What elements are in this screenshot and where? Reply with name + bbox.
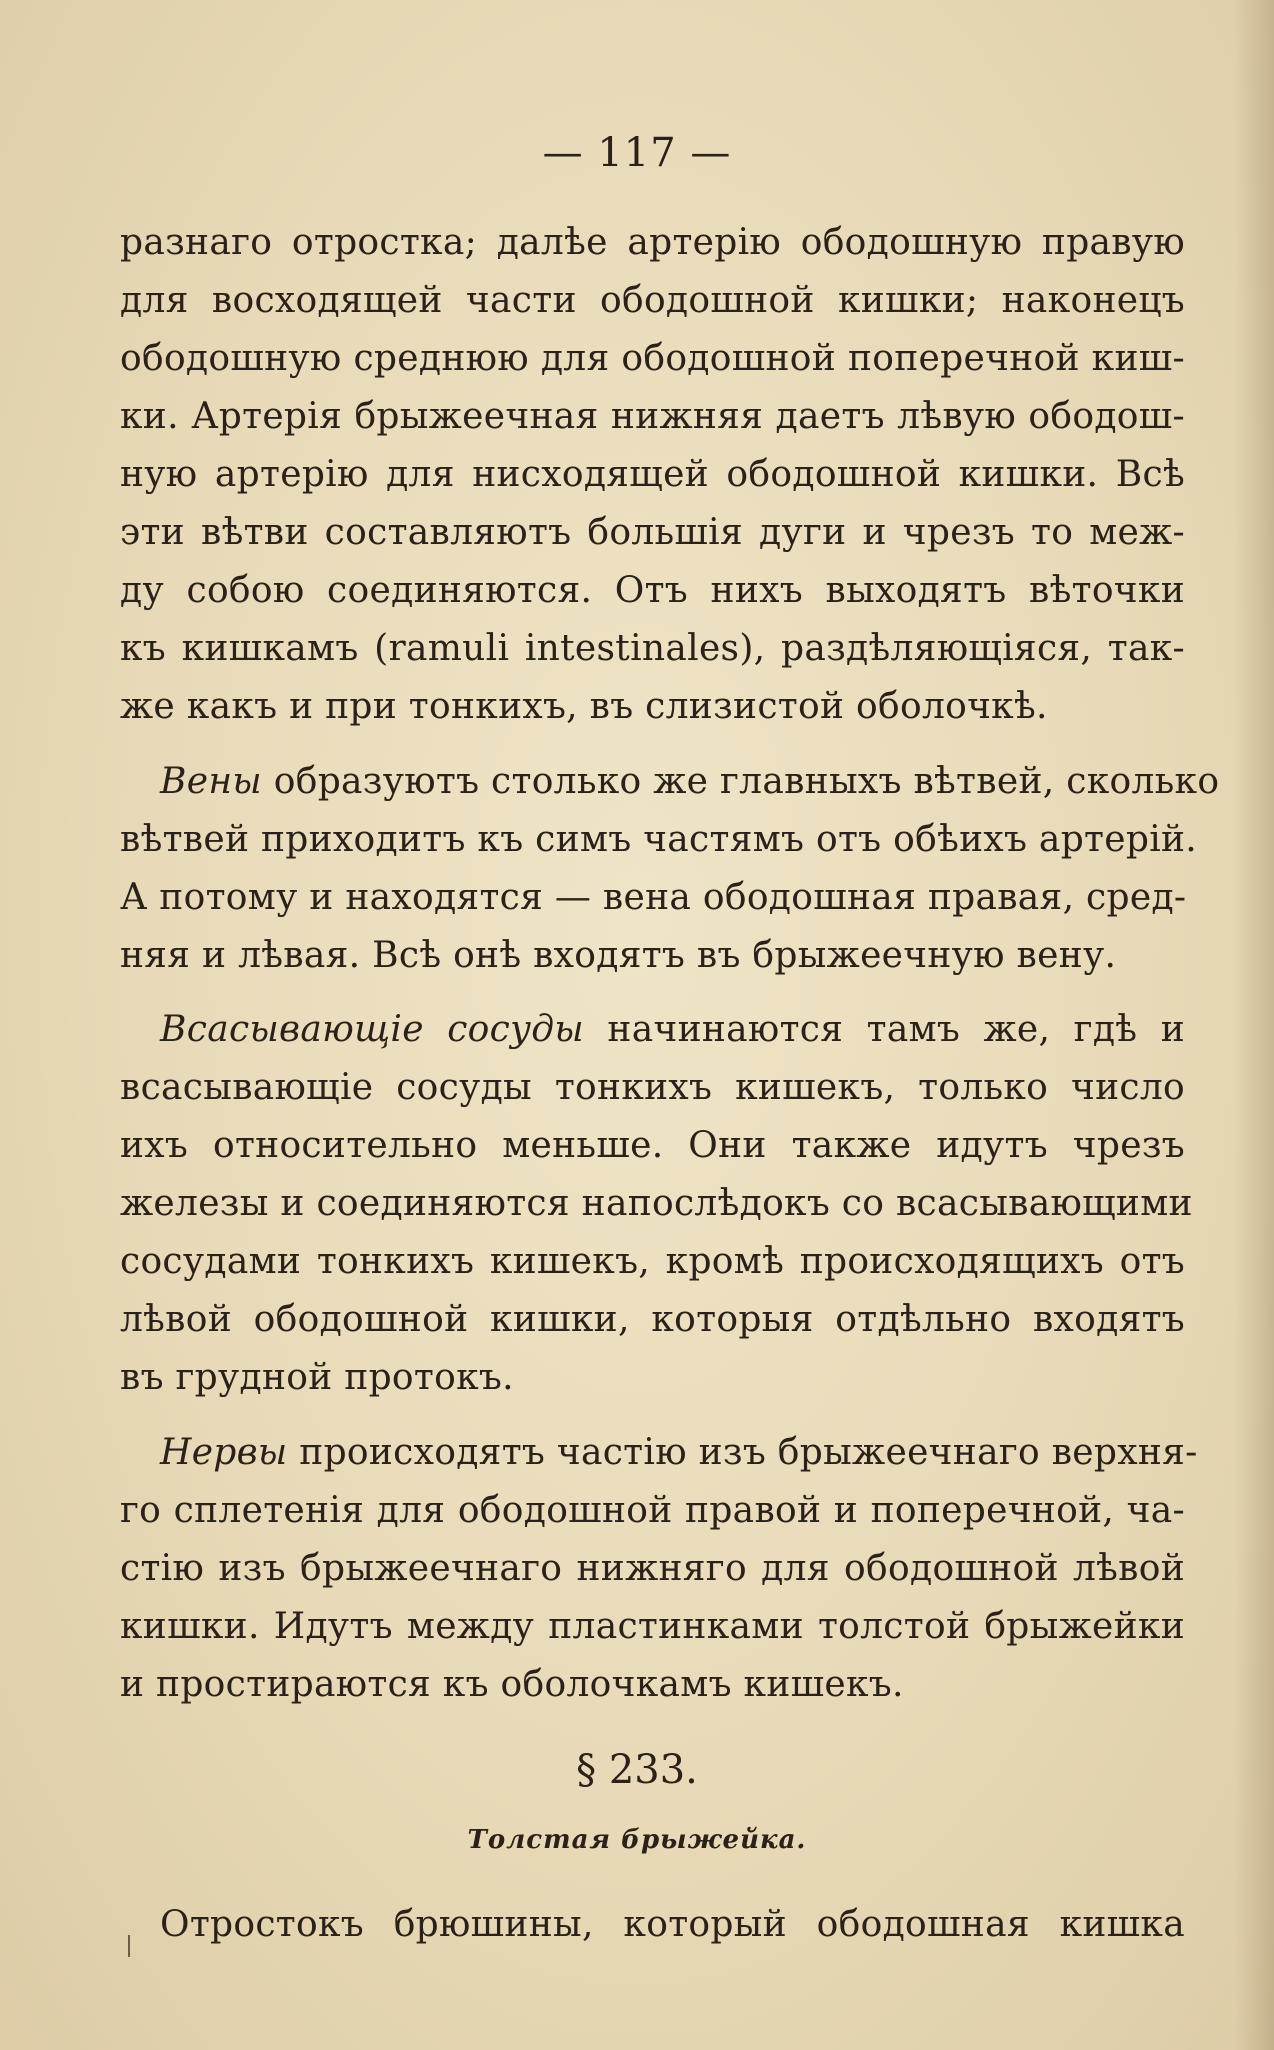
text-line: и простираются къ оболочкамъ кишекъ. [120,1664,904,1705]
text-line: го сплетенія для ободошной правой и поперечной, ча- [120,1490,1185,1531]
term-nerves: Нервы [160,1432,288,1473]
text-line: Вены образуютъ столько же главныхъ вѣтвей, сколько [160,761,1220,802]
text-line: же какъ и при тонкихъ, въ слизистой оболочкѣ. [120,686,1048,727]
text-line: Отростокъ брюшины, который ободошная кишка [160,1904,1185,1945]
page-number: — 117 — [542,130,732,176]
text-line: эти вѣтви составляютъ большія дуги и чрезъ то меж- [120,512,1185,553]
text-line: кишки. Идутъ между пластинками толстой брыжейки [120,1606,1185,1647]
text-line: няя и лѣвая. Всѣ онѣ входятъ въ брыжеечную вену. [120,935,1117,976]
text-line: стію изъ брыжеечнаго нижняго для ободошной лѣвой [120,1548,1185,1589]
text-line: къ кишкамъ (ramuli intestinales), раздѣляющіяся, так- [120,628,1185,669]
margin-mark [128,1935,130,1957]
text-line: ки. Артерія брыжеечная нижняя даетъ лѣвую ободош- [120,396,1185,437]
term-veins: Вены [160,761,262,802]
text-line: Нервы происходятъ частію изъ брыжеечнаго верхня- [160,1432,1198,1473]
text-line: ихъ относительно меньше. Они также идутъ чрезъ [120,1125,1185,1166]
text-line: А потому и находятся — вена ободошная правая, сред- [120,877,1187,918]
text-line: для восходящей части ободошной кишки; наконецъ [120,280,1185,321]
text-line: всасывающіе сосуды тонкихъ кишекъ, только число [120,1067,1185,1108]
text-line: лѣвой ободошной кишки, которыя отдѣльно входятъ [120,1299,1185,1340]
text-line: вѣтвей приходитъ къ симъ частямъ отъ обѣихъ артерій. [120,819,1198,860]
term-lymph-vessels: Всасывающіе сосуды [160,1009,585,1050]
text-line: ду собою соединяются. Отъ нихъ выходятъ вѣточки [120,570,1185,611]
text-line: въ грудной протокъ. [120,1357,514,1398]
text-line: ободошную среднюю для ободошной поперечной киш- [120,338,1185,379]
page-edge-shadow [1234,0,1274,2050]
section-number: § 233. [576,1747,698,1793]
text-line: железы и соединяются напослѣдокъ со всасывающими [120,1183,1193,1224]
text-line: сосудами тонкихъ кишекъ, кромѣ происходящихъ отъ [120,1241,1185,1282]
text-line: Всасывающіе сосуды начинаются тамъ же, гдѣ и [160,1009,1185,1050]
section-title: Толстая брыжейка. [467,1825,807,1855]
text-line: разнаго отростка; далѣе артерію ободошную правую [120,222,1185,263]
text-line: ную артерію для нисходящей ободошной кишки. Всѣ [120,454,1185,495]
